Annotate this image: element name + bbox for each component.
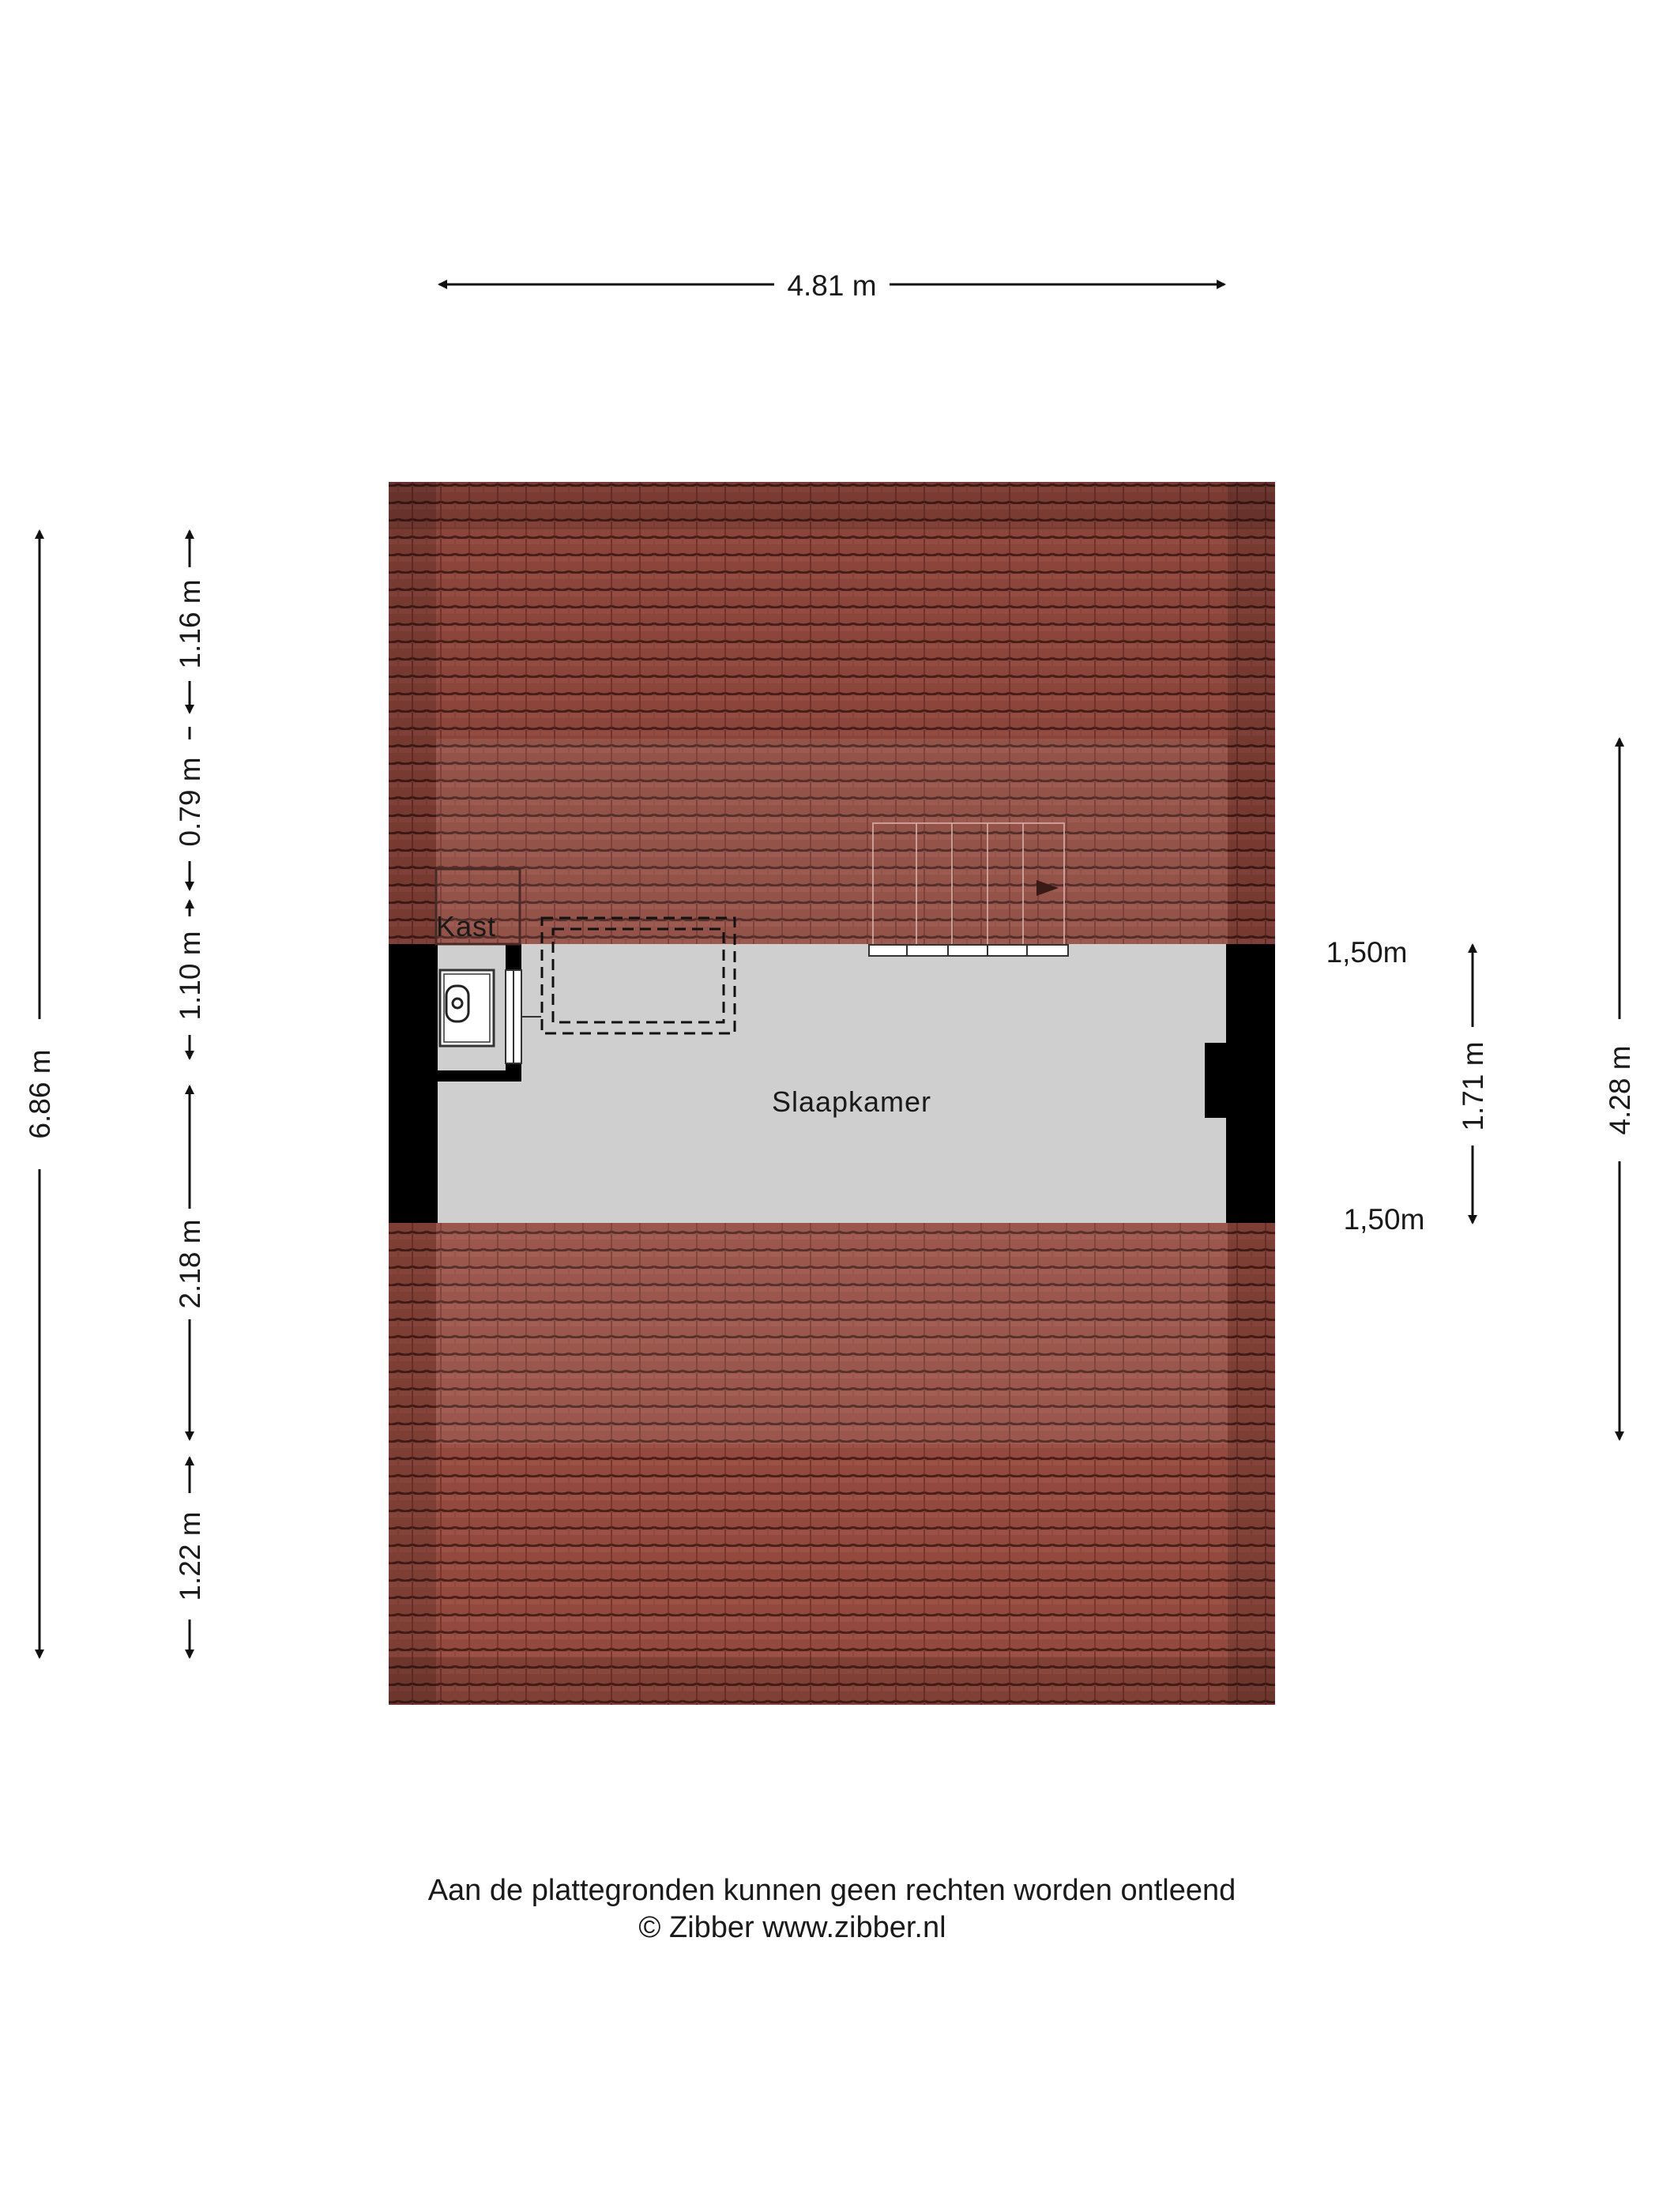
disclaimer-text: Aan de plattegronden kunnen geen rechten worden ontleend <box>427 1874 1236 1907</box>
height-top-label: 1,50m <box>1326 936 1408 969</box>
left-total-dimension <box>24 531 56 1657</box>
boiler-icon <box>446 986 468 1021</box>
top-dimension <box>439 269 1224 302</box>
footer <box>428 1874 1236 1944</box>
segment-2-label: 0.79 m <box>174 757 206 847</box>
right-total-label: 4.28 m <box>1604 1045 1636 1135</box>
segment-1-label: 1.16 m <box>174 579 206 669</box>
right-dimensions <box>1326 739 1636 1439</box>
segment-3-label: 1.10 m <box>174 931 206 1021</box>
left-total-label: 6.86 m <box>24 1049 56 1139</box>
roof-lower <box>389 1223 1275 1705</box>
left-segment-dimensions <box>174 531 206 1657</box>
closet-label: Kast <box>436 910 497 942</box>
bedroom-label: Slaapkamer <box>771 1085 932 1118</box>
bedroom-floor <box>436 944 1228 1223</box>
segment-4-label: 2.18 m <box>174 1219 206 1309</box>
copyright-text: © Zibber www.zibber.nl <box>638 1911 946 1944</box>
segment-5-label: 1.22 m <box>174 1511 206 1601</box>
height-bottom-label: 1,50m <box>1343 1203 1425 1236</box>
roof-upper <box>389 482 1275 944</box>
top-width-label: 4.81 m <box>787 269 877 302</box>
right-mid-label: 1.71 m <box>1457 1041 1489 1131</box>
